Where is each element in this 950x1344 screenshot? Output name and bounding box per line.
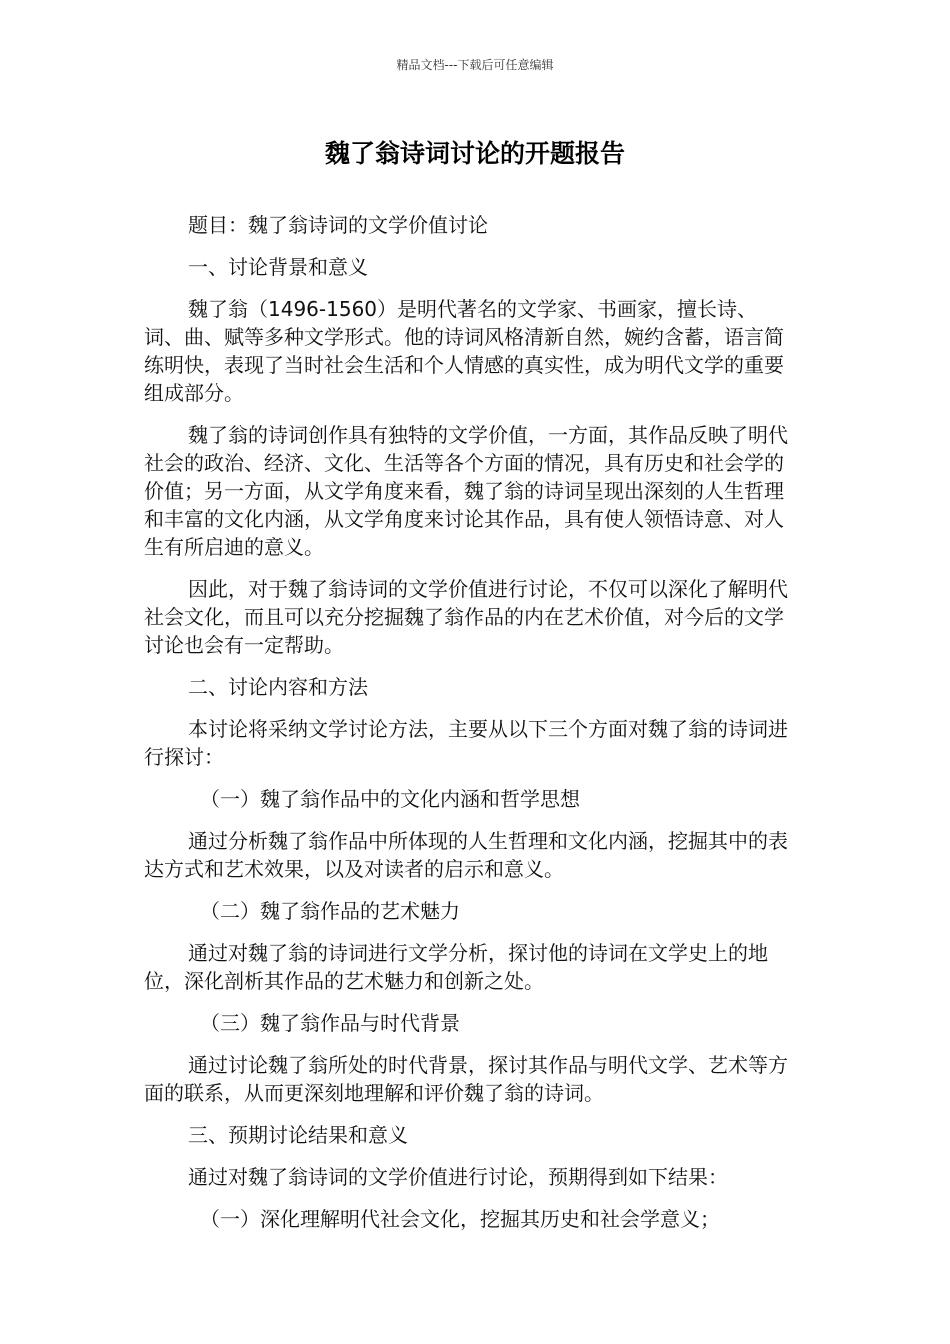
paragraph-era: 通过讨论魏了翁所处的时代背景，探讨其作品与明代文学、艺术等方面的联系，从而更深刻地理解和评价魏了翁的诗词。 [144,1053,788,1105]
document-title: 魏了翁诗词讨论的开题报告 [324,139,625,168]
paragraph-intro: 魏了翁（1496-1560）是明代著名的文学家、书画家，擅长诗、词、曲、赋等多种文学形式。他的诗词风格清新自然，婉约含蓄，语言简练明快，表现了当时社会生活和个人情感的真实性，成为明代文学的重要组成部分。 [144,297,784,405]
subheading-era: （三）魏了翁作品与时代背景 [200,1011,460,1035]
paragraph-value: 魏了翁的诗词创作具有独特的文学价值，一方面，其作品反映了明代社会的政治、经济、文化、生活等各个方面的情况，具有历史和社会学的价值；另一方面，从文学角度来看，魏了翁的诗词呈现出深刻的人生哲理和丰富的文化内涵，从文学角度来讨论其作品，具有使人领悟诗意、对人生有所启迪的意义。 [144,423,788,559]
topic-line: 题目：魏了翁诗词的文学价值讨论 [188,213,488,237]
section-heading-content-method: 二、讨论内容和方法 [188,675,368,699]
subheading-culture: （一）魏了翁作品中的文化内涵和哲学思想 [200,787,580,811]
paragraph-art: 通过对魏了翁的诗词进行文学分析，探讨他的诗词在文学史上的地位，深化剖析其作品的艺术魅力和创新之处。 [144,941,768,993]
paragraph-culture: 通过分析魏了翁作品中所体现的人生哲理和文化内涵，挖掘其中的表达方式和艺术效果，以及对读者的启示和意义。 [144,829,788,881]
subheading-art: （二）魏了翁作品的艺术魅力 [200,899,460,923]
page-header: 精品文档---下载后可任意编辑 [396,58,554,72]
section-heading-expected: 三、预期讨论结果和意义 [188,1123,408,1147]
paragraph-method: 本讨论将采纳文学讨论方法，主要从以下三个方面对魏了翁的诗词进行探讨： [144,717,788,769]
paragraph-expected: 通过对魏了翁诗词的文学价值进行讨论，预期得到如下结果： [188,1165,728,1189]
subheading-result-one: （一）深化理解明代社会文化，挖掘其历史和社会学意义； [200,1207,720,1231]
paragraph-therefore: 因此，对于魏了翁诗词的文学价值进行讨论，不仅可以深化了解明代社会文化，而且可以充分挖掘魏了翁作品的内在艺术价值，对今后的文学讨论也会有一定帮助。 [144,577,788,657]
section-heading-background: 一、讨论背景和意义 [188,255,368,279]
document-body [144,211,796,1247]
